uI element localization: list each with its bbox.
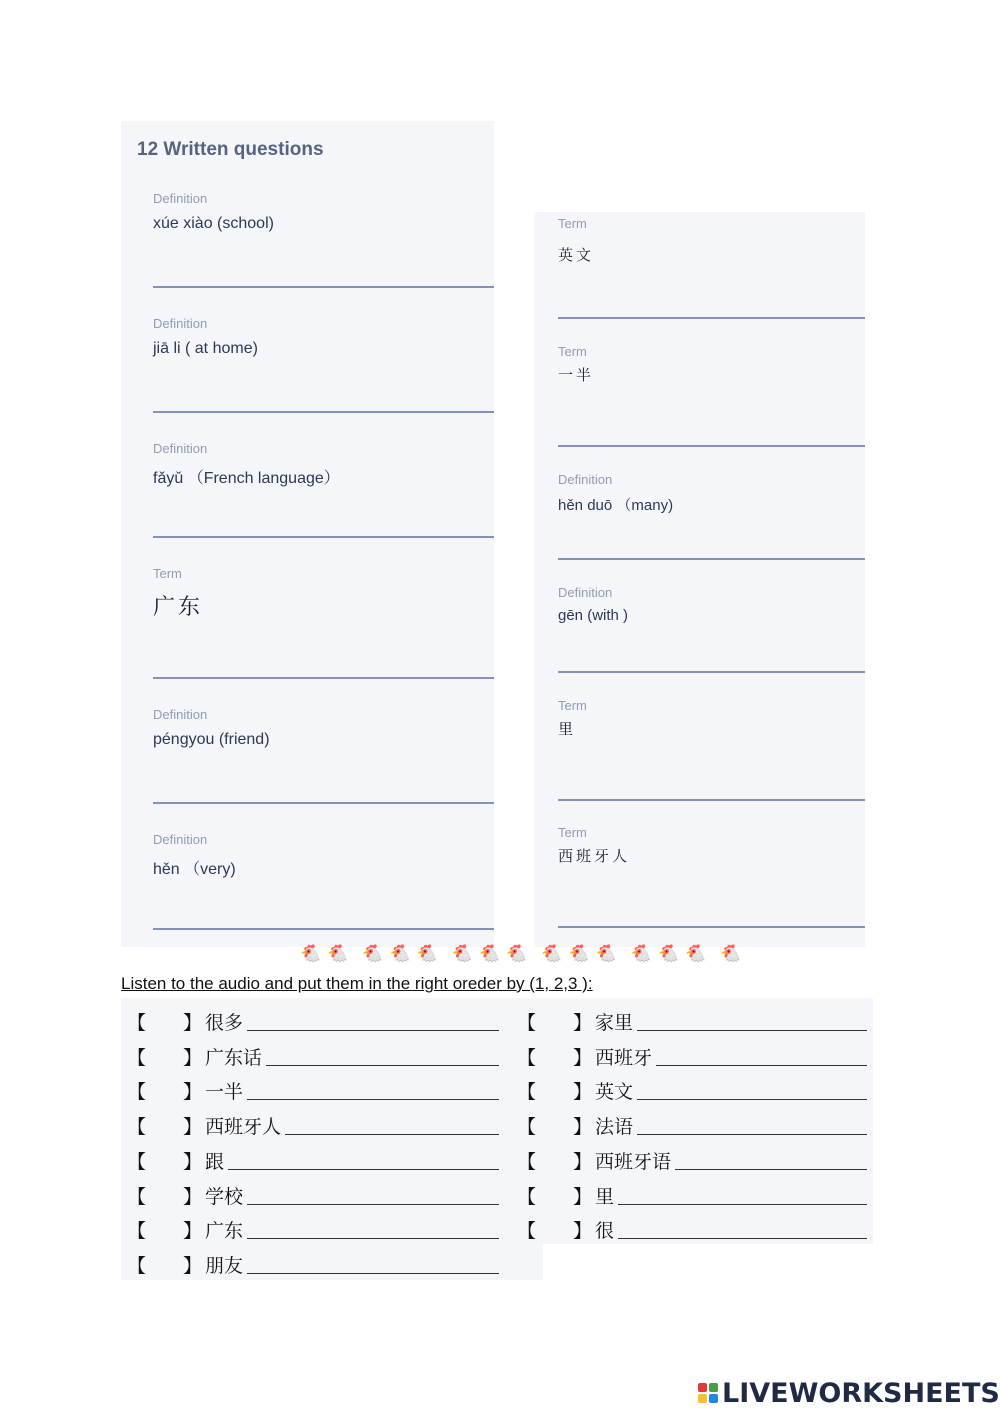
- ordering-word: 里: [595, 1185, 615, 1208]
- answer-line[interactable]: [558, 671, 865, 673]
- answer-line[interactable]: [558, 445, 865, 447]
- card-prompt: jiā li ( at home): [153, 340, 258, 357]
- order-number-input[interactable]: [537, 1214, 571, 1238]
- ordering-row: [127, 1141, 517, 1176]
- question-card: [121, 316, 494, 416]
- ordering-word: 一半: [205, 1081, 244, 1104]
- card-label: Definition: [153, 707, 208, 722]
- bracket-close: 】: [183, 1255, 203, 1277]
- bracket-close: 】: [183, 1082, 203, 1104]
- question-card: [121, 832, 494, 932]
- ordering-row: [127, 1037, 517, 1072]
- bracket-open: 【: [127, 1047, 147, 1069]
- ordering-word: 西班牙语: [595, 1150, 672, 1173]
- order-number-input[interactable]: [537, 1145, 571, 1169]
- answer-line[interactable]: [153, 411, 494, 413]
- question-card: [534, 472, 865, 562]
- chicken-emoji: 🐔: [595, 944, 619, 963]
- answer-line[interactable]: [153, 286, 494, 288]
- ordering-word: 很多: [205, 1012, 244, 1034]
- question-card: [534, 585, 865, 675]
- bracket-close: 】: [183, 1117, 203, 1139]
- bracket-open: 【: [127, 1255, 147, 1277]
- ordering-word: 法语: [595, 1116, 634, 1139]
- order-number-input[interactable]: [537, 1041, 571, 1065]
- card-label: Definition: [558, 472, 613, 487]
- question-card: [534, 216, 865, 321]
- card-prompt: gēn (with ): [558, 607, 629, 624]
- ordering-row: [517, 1002, 873, 1037]
- ordering-word: 广东: [205, 1220, 244, 1243]
- card-label: Term: [558, 216, 587, 231]
- bracket-open: 【: [517, 1117, 537, 1139]
- card-prompt: 一半: [558, 366, 595, 384]
- card-prompt: 广东: [153, 595, 204, 620]
- ordering-row: [517, 1141, 873, 1176]
- blank-line: [228, 1169, 499, 1170]
- chicken-emoji: 🐔: [479, 944, 503, 963]
- card-label: Definition: [153, 832, 208, 847]
- question-card: [534, 825, 865, 930]
- bracket-close: 】: [573, 1151, 593, 1173]
- order-number-input[interactable]: [537, 1006, 571, 1030]
- ordering-exercise: [121, 998, 873, 1280]
- question-card: [121, 707, 494, 807]
- chicken-emoji: 🐔: [720, 944, 744, 963]
- answer-line[interactable]: [558, 558, 865, 560]
- ordering-word: 西班牙人: [205, 1116, 282, 1139]
- question-card: [121, 566, 494, 681]
- chicken-emoji: 🐔: [658, 944, 682, 963]
- blank-line: [637, 1099, 867, 1100]
- bracket-open: 【: [127, 1151, 147, 1173]
- ordering-row: [517, 1037, 873, 1072]
- order-number-input[interactable]: [147, 1006, 181, 1030]
- bracket-close: 】: [573, 1186, 593, 1208]
- bracket-open: 【: [127, 1221, 147, 1243]
- blank-line: [618, 1238, 867, 1239]
- card-prompt: 西班牙人: [558, 847, 631, 865]
- card-prompt: fǎyǔ （French language）: [153, 470, 340, 487]
- card-prompt: 里: [558, 720, 577, 738]
- ordering-row: [517, 1210, 873, 1245]
- blank-line: [247, 1238, 499, 1239]
- bracket-open: 【: [127, 1013, 147, 1034]
- bracket-open: 【: [517, 1221, 537, 1243]
- ordering-word: 家里: [595, 1012, 634, 1034]
- answer-line[interactable]: [558, 799, 865, 801]
- ordering-row: [127, 1071, 517, 1106]
- instruction-text: Listen to the audio and put them in the right oreder by (1, 2,3 ):: [121, 974, 593, 993]
- bracket-close: 】: [183, 1047, 203, 1069]
- bracket-close: 】: [573, 1221, 593, 1243]
- bracket-open: 【: [127, 1117, 147, 1139]
- liveworksheets-logo: [698, 1376, 1000, 1410]
- ordering-row: [517, 1071, 873, 1106]
- blank-line: [247, 1273, 499, 1274]
- question-card: [534, 698, 865, 803]
- card-label: Definition: [153, 441, 208, 456]
- bracket-open: 【: [517, 1186, 537, 1208]
- chicken-emoji: 🐔: [685, 944, 709, 963]
- bracket-close: 】: [573, 1047, 593, 1069]
- order-number-input[interactable]: [537, 1110, 571, 1134]
- blank-line: [247, 1030, 499, 1031]
- order-number-input[interactable]: [147, 1145, 181, 1169]
- blank-line: [247, 1099, 499, 1100]
- bracket-open: 【: [127, 1186, 147, 1208]
- card-prompt: hěn （very): [153, 861, 236, 878]
- chicken-emoji: 🐔: [506, 944, 530, 963]
- answer-line[interactable]: [153, 928, 494, 930]
- order-number-input[interactable]: [147, 1110, 181, 1134]
- question-card: [121, 441, 494, 541]
- ordering-word: 学校: [205, 1185, 244, 1208]
- blank-line: [247, 1204, 499, 1205]
- bracket-open: 【: [517, 1082, 537, 1104]
- chicken-emoji: 🐔: [451, 944, 476, 963]
- ordering-row: [127, 1002, 517, 1037]
- chicken-emoji: 🐔: [416, 944, 440, 963]
- answer-line[interactable]: [153, 802, 494, 804]
- ordering-word: 很: [595, 1220, 615, 1243]
- ordering-row: [517, 1106, 873, 1141]
- written-questions-panel-left: [121, 121, 494, 947]
- card-label: Term: [558, 825, 587, 840]
- card-label: Definition: [153, 316, 208, 331]
- logo-mark-icon: [698, 1383, 718, 1403]
- bracket-open: 【: [517, 1151, 537, 1173]
- blank-line: [266, 1065, 499, 1066]
- blank-line: [285, 1134, 499, 1135]
- bracket-close: 】: [573, 1082, 593, 1104]
- ordering-row: [517, 1176, 873, 1211]
- chicken-emoji: 🐔: [630, 944, 655, 963]
- bracket-close: 】: [183, 1013, 203, 1034]
- order-number-input[interactable]: [537, 1180, 571, 1204]
- answer-line[interactable]: [558, 317, 865, 319]
- card-label: Definition: [558, 585, 613, 600]
- ordering-word: 朋友: [205, 1254, 244, 1277]
- bracket-close: 】: [183, 1221, 203, 1243]
- bracket-close: 】: [573, 1117, 593, 1139]
- bracket-open: 【: [127, 1082, 147, 1104]
- bracket-open: 【: [517, 1013, 537, 1034]
- bracket-close: 】: [573, 1013, 593, 1034]
- blank-line: [637, 1030, 867, 1031]
- order-number-input[interactable]: [147, 1041, 181, 1065]
- chicken-emoji: 🐔: [541, 944, 565, 963]
- card-prompt: 英文: [558, 246, 595, 264]
- card-label: Term: [558, 698, 587, 713]
- blank-line: [675, 1169, 867, 1170]
- answer-line[interactable]: [558, 926, 865, 928]
- written-questions-panel-right: [534, 212, 865, 947]
- ordering-word: 西班牙: [595, 1046, 653, 1069]
- chicken-emoji: 🐔: [568, 944, 592, 963]
- chicken-emoji-row: [300, 944, 770, 970]
- answer-line[interactable]: [153, 536, 494, 538]
- ordering-word: 英文: [595, 1081, 634, 1104]
- chicken-emoji: 🐔: [362, 944, 386, 963]
- bracket-close: 】: [183, 1186, 203, 1208]
- answer-line[interactable]: [153, 677, 494, 679]
- blank-line: [656, 1065, 867, 1066]
- ordering-word: 跟: [205, 1150, 225, 1173]
- blank-line: [637, 1134, 867, 1135]
- card-prompt: hěn duō （many): [558, 497, 674, 514]
- ordering-row: [127, 1210, 517, 1245]
- order-number-input[interactable]: [147, 1214, 181, 1238]
- order-number-input[interactable]: [147, 1249, 181, 1273]
- order-number-input[interactable]: [537, 1075, 571, 1099]
- chicken-emoji: 🐔: [327, 944, 351, 963]
- ordering-row: [127, 1245, 517, 1280]
- chicken-emoji: 🐔: [300, 944, 324, 963]
- card-prompt: péngyou (friend): [153, 731, 270, 748]
- bracket-open: 【: [517, 1047, 537, 1069]
- order-number-input[interactable]: [147, 1075, 181, 1099]
- ordering-row: [127, 1106, 517, 1141]
- card-label: Term: [153, 566, 182, 581]
- card-label: Definition: [153, 191, 208, 206]
- card-prompt: xúe xiào (school): [153, 215, 274, 232]
- ordering-word: 广东话: [205, 1046, 263, 1069]
- bracket-close: 】: [183, 1151, 203, 1173]
- order-number-input[interactable]: [147, 1180, 181, 1204]
- question-card: [534, 344, 865, 449]
- logo-text: LIVEWORKSHEETS: [722, 1377, 1000, 1409]
- blank-line: [618, 1204, 867, 1205]
- question-card: [121, 191, 494, 291]
- chicken-emoji: 🐔: [389, 944, 413, 963]
- card-label: Term: [558, 344, 587, 359]
- panel-title: 12 Written questions: [137, 139, 324, 160]
- ordering-row: [127, 1176, 517, 1211]
